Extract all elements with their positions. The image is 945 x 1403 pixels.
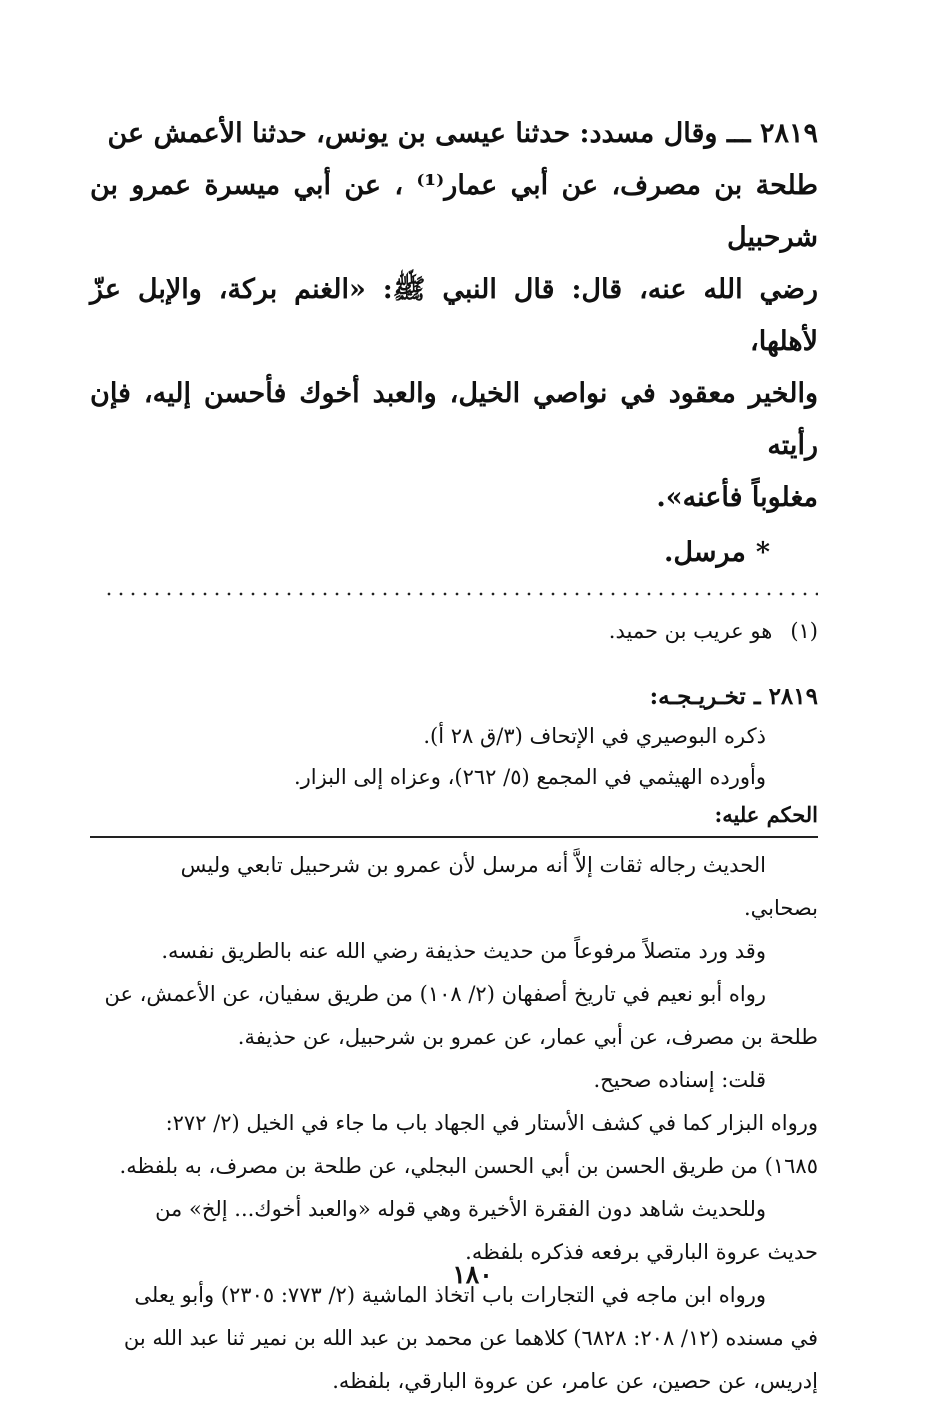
ruling-rule bbox=[90, 836, 818, 838]
ruling-line: الحديث رجاله ثقات إلاَّ أنه مرسل لأن عمرو بن شرحبيل تابعي وليس bbox=[180, 853, 766, 877]
ruling-paragraph bbox=[90, 1274, 818, 1403]
verdict-text: مرسل. bbox=[664, 537, 746, 568]
takhrij-heading: ٢٨١٩ ـ تخـريـجـه: bbox=[649, 683, 818, 710]
ruling-line: ١٦٨٥) من طريق الحسن بن أبي الحسن البجلي، عن طلحة بن مصرف، به بلفظه. bbox=[119, 1154, 818, 1178]
hadith-line: والخير معقود في نواصي الخيل، والعبد أخوك فأحسن إليه، فإن رأيته bbox=[90, 378, 818, 461]
hadith-line: طلحة بن مصرف، عن أبي عمار⁽¹⁾ ، عن أبي ميسرة عمرو بن شرحبيل bbox=[90, 170, 818, 253]
hadith-line: مغلوباً فأعنه». bbox=[656, 482, 818, 513]
takhrij-line: ذكره البوصيري في الإتحاف (٣/ق ٢٨ أ). bbox=[423, 724, 766, 748]
ruling-paragraph bbox=[90, 844, 818, 930]
footnote-text: هو عريب بن حميد. bbox=[608, 619, 773, 643]
dotted-separator bbox=[103, 592, 818, 596]
takhrij-section bbox=[90, 678, 818, 1403]
footnote-number: (١) bbox=[790, 619, 818, 643]
takhrij-line: وأورده الهيثمي في المجمع (٥/ ٢٦٢)، وعزاه إلى البزار. bbox=[293, 765, 766, 789]
ruling-title: الحكم عليه: bbox=[714, 802, 818, 827]
ruling-line: حديث عروة البارقي برفعه فذكره بلفظه. bbox=[465, 1240, 818, 1264]
ruling-line: قلت: إسناده صحيح. bbox=[593, 1068, 766, 1092]
ruling-line: بصحابي. bbox=[743, 896, 818, 920]
hadith-verdict bbox=[90, 526, 818, 580]
page-number: ١٨٠ bbox=[452, 1260, 493, 1289]
ruling-line: ورواه ابن ماجه في التجارات باب اتخاذ الماشية (٢/ ٧٧٣: ٢٣٠٥) وأبو يعلى bbox=[134, 1283, 766, 1307]
hadith-line: ٢٨١٩ ـــ وقال مسدد: حدثنا عيسى بن يونس، حدثنا الأعمش عن bbox=[107, 118, 818, 149]
ruling-line: وللحديث شاهد دون الفقرة الأخيرة وهي قوله «والعبد أخوك... إلخ» من bbox=[155, 1197, 766, 1221]
ruling-paragraph bbox=[90, 1059, 818, 1102]
ruling-paragraph bbox=[90, 1102, 818, 1188]
ruling-line: ورواه البزار كما في كشف الأستار في الجهاد باب ما جاء في الخيل (٢/ ٢٧٢: bbox=[165, 1111, 818, 1135]
ruling-paragraph bbox=[90, 973, 818, 1059]
ruling-line: طلحة بن مصرف، عن أبي عمار، عن عمرو بن شرحبيل، عن حذيفة. bbox=[237, 1025, 818, 1049]
footnote bbox=[90, 614, 818, 648]
ruling-paragraph bbox=[90, 930, 818, 973]
hadith-text bbox=[90, 108, 818, 580]
ruling-line: إدريس، عن حصين، عن عامر، عن عروة البارقي، بلفظه. bbox=[332, 1369, 818, 1393]
asterisk-icon: * bbox=[755, 537, 770, 568]
ruling-line: رواه أبو نعيم في تاريخ أصفهان (٢/ ١٠٨) من طريق سفيان، عن الأعمش، عن bbox=[104, 982, 766, 1006]
page-body bbox=[90, 108, 818, 1403]
ruling-line: وقد ورد متصلاً مرفوعاً من حديث حذيفة رضي الله عنه بالطريق نفسه. bbox=[161, 939, 766, 963]
hadith-line: رضي الله عنه، قال: قال النبي ﷺ: «الغنم بركة، والإبل عزّ لأهلها، bbox=[90, 274, 818, 357]
ruling-line: في مسنده (١٢/ ٢٠٨: ٦٨٢٨) كلاهما عن محمد بن عبد الله بن نمير ثنا عبد الله بن bbox=[123, 1326, 818, 1350]
